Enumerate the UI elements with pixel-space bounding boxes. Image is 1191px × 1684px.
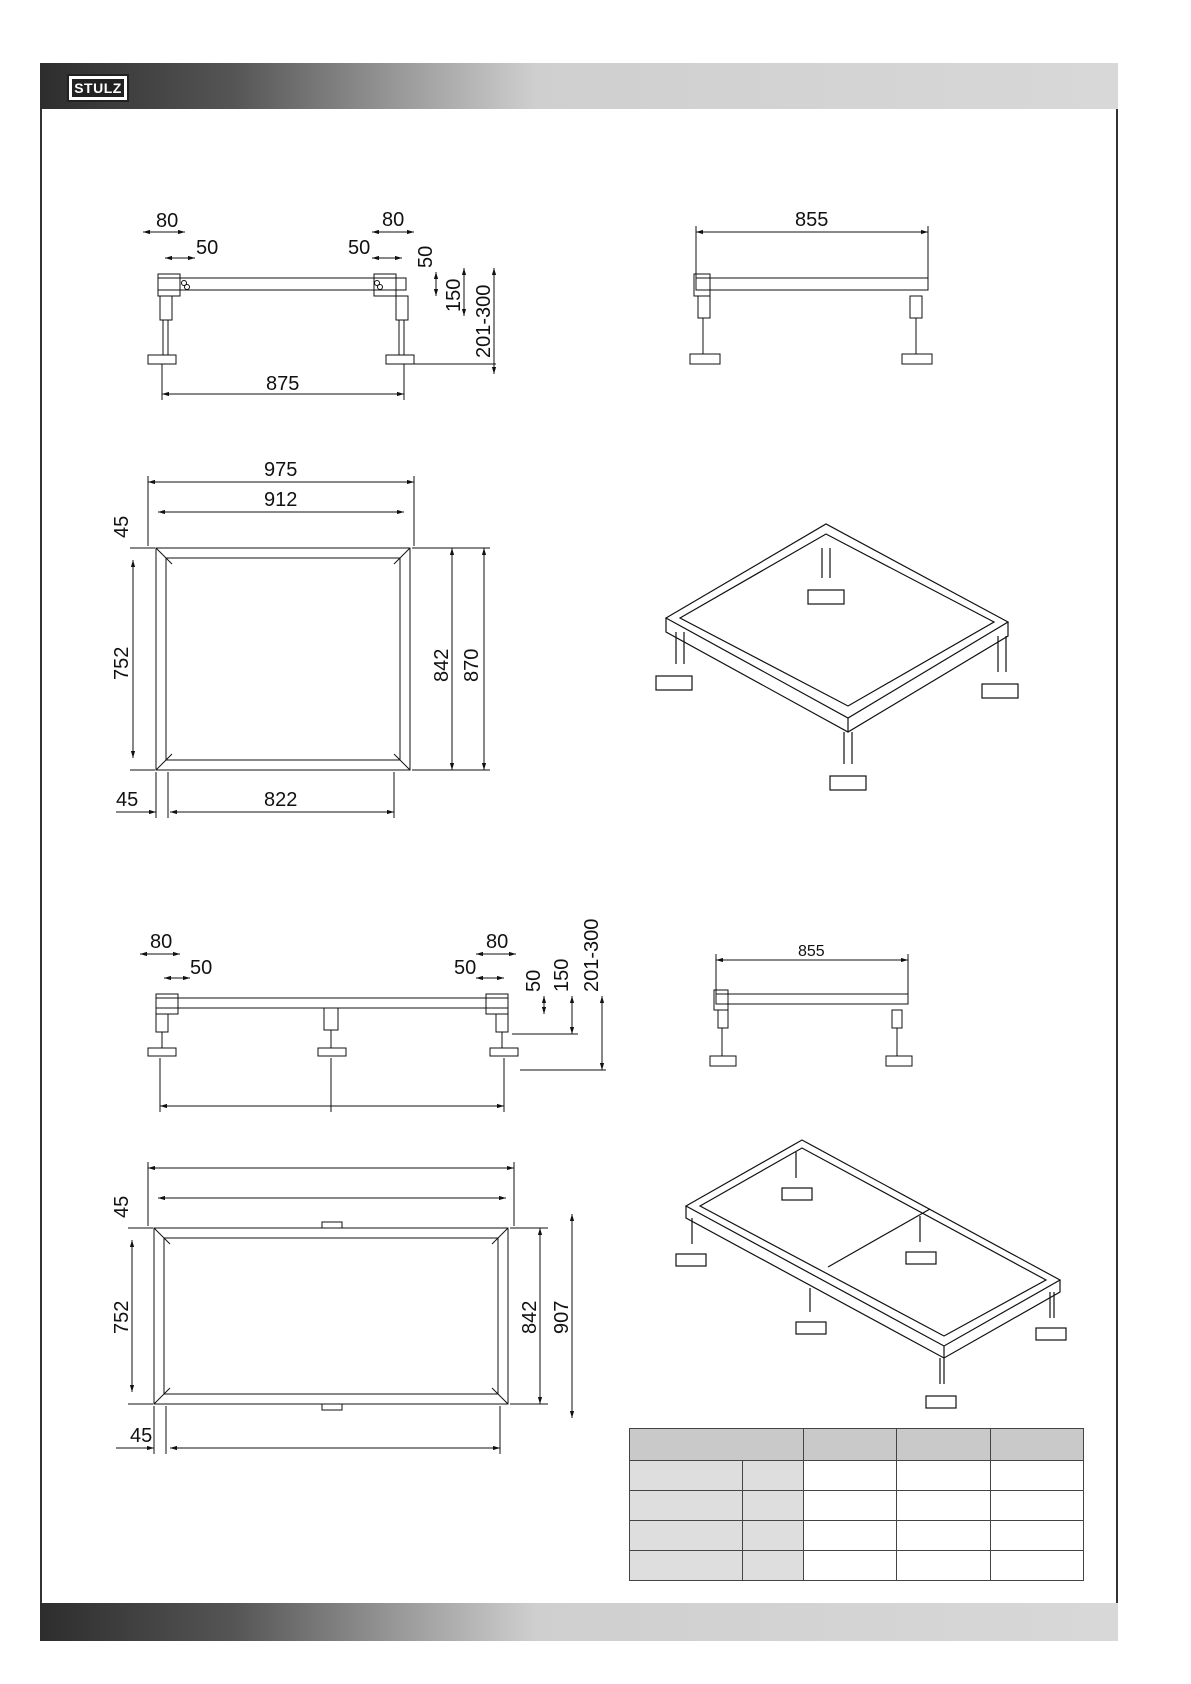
d1-dim-length: 855	[795, 209, 829, 231]
d2-dim-total-height: 201-300	[581, 918, 603, 992]
spec-row-unit	[743, 1551, 804, 1581]
spec-row-label	[630, 1551, 743, 1581]
d1-dim-depth-outer: 870	[461, 648, 483, 682]
d1-dim-frame-height: 150	[443, 278, 465, 312]
d1-dim-outer-width: 975	[264, 459, 298, 481]
d1-dim-leg-span: 875	[266, 373, 300, 395]
spec-row-label	[630, 1491, 743, 1521]
d2-dim-depth-inner: 752	[111, 1300, 133, 1334]
d1-dim-leg-offset: 50	[196, 237, 219, 259]
spec-table-header	[630, 1429, 1084, 1461]
d1-dim-depth-inner: 752	[111, 646, 133, 680]
d1-dim-leg-width: 80	[156, 210, 179, 232]
d2-side-view-b	[710, 954, 912, 1066]
d2-dim-frame-height: 150	[551, 958, 573, 992]
d2-dim-leg-offset: 50	[190, 957, 213, 979]
d1-dim-inner-width: 912	[264, 489, 298, 511]
d1-dim-leg-offset-2: 50	[348, 237, 371, 259]
spec-cell	[804, 1461, 897, 1491]
d2-dim-leg-offset-2: 50	[454, 957, 477, 979]
spec-header-cell	[897, 1429, 990, 1461]
d2-isometric-view	[676, 1140, 1066, 1408]
d1-dim-bottom-span: 822	[264, 789, 298, 811]
spec-cell	[804, 1491, 897, 1521]
spec-header-cell	[804, 1429, 897, 1461]
spec-row-label	[630, 1461, 743, 1491]
d1-dim-depth-mid: 842	[431, 648, 453, 682]
d2-plan-view	[116, 1162, 572, 1454]
d1-side-view-b	[690, 226, 932, 364]
table-row	[630, 1551, 1084, 1581]
spec-header-cell	[990, 1429, 1083, 1461]
spec-cell	[804, 1521, 897, 1551]
d1-dim-leg-width-2: 80	[382, 209, 405, 231]
d1-dim-corner: 45	[111, 515, 133, 538]
spec-cell	[990, 1521, 1083, 1551]
d2-dim-corner: 45	[111, 1195, 133, 1218]
d2-dim-frame-top: 50	[523, 969, 545, 992]
d1-dim-frame-top: 50	[415, 245, 437, 268]
spec-header-cell	[630, 1429, 804, 1461]
spec-cell	[990, 1491, 1083, 1521]
d1-dim-total-height: 201-300	[473, 284, 495, 358]
table-row	[630, 1461, 1084, 1491]
spec-row-unit	[743, 1491, 804, 1521]
d2-dim-depth-mid: 842	[519, 1300, 541, 1334]
d2-dim-leg-width: 80	[150, 931, 173, 953]
spec-row-unit	[743, 1461, 804, 1491]
d2-dim-length: 855	[798, 943, 825, 960]
spec-cell	[897, 1461, 990, 1491]
d2-dim-depth-outer: 907	[551, 1300, 573, 1334]
d1-plan-view	[116, 476, 490, 818]
spec-cell	[990, 1551, 1083, 1581]
spec-cell	[804, 1551, 897, 1581]
d2-dim-leg-width-2: 80	[486, 931, 509, 953]
spec-row-label	[630, 1521, 743, 1551]
logo-text: STULZ	[72, 79, 124, 97]
spec-cell	[990, 1461, 1083, 1491]
d1-isometric-view	[656, 524, 1018, 790]
d2-dim-corner-bottom: 45	[130, 1425, 153, 1447]
spec-cell	[897, 1491, 990, 1521]
table-row	[630, 1491, 1084, 1521]
spec-row-unit	[743, 1521, 804, 1551]
table-row	[630, 1521, 1084, 1551]
d1-dim-corner-bottom: 45	[116, 789, 139, 811]
spec-table	[629, 1428, 1084, 1581]
spec-cell	[897, 1521, 990, 1551]
spec-cell	[897, 1551, 990, 1581]
